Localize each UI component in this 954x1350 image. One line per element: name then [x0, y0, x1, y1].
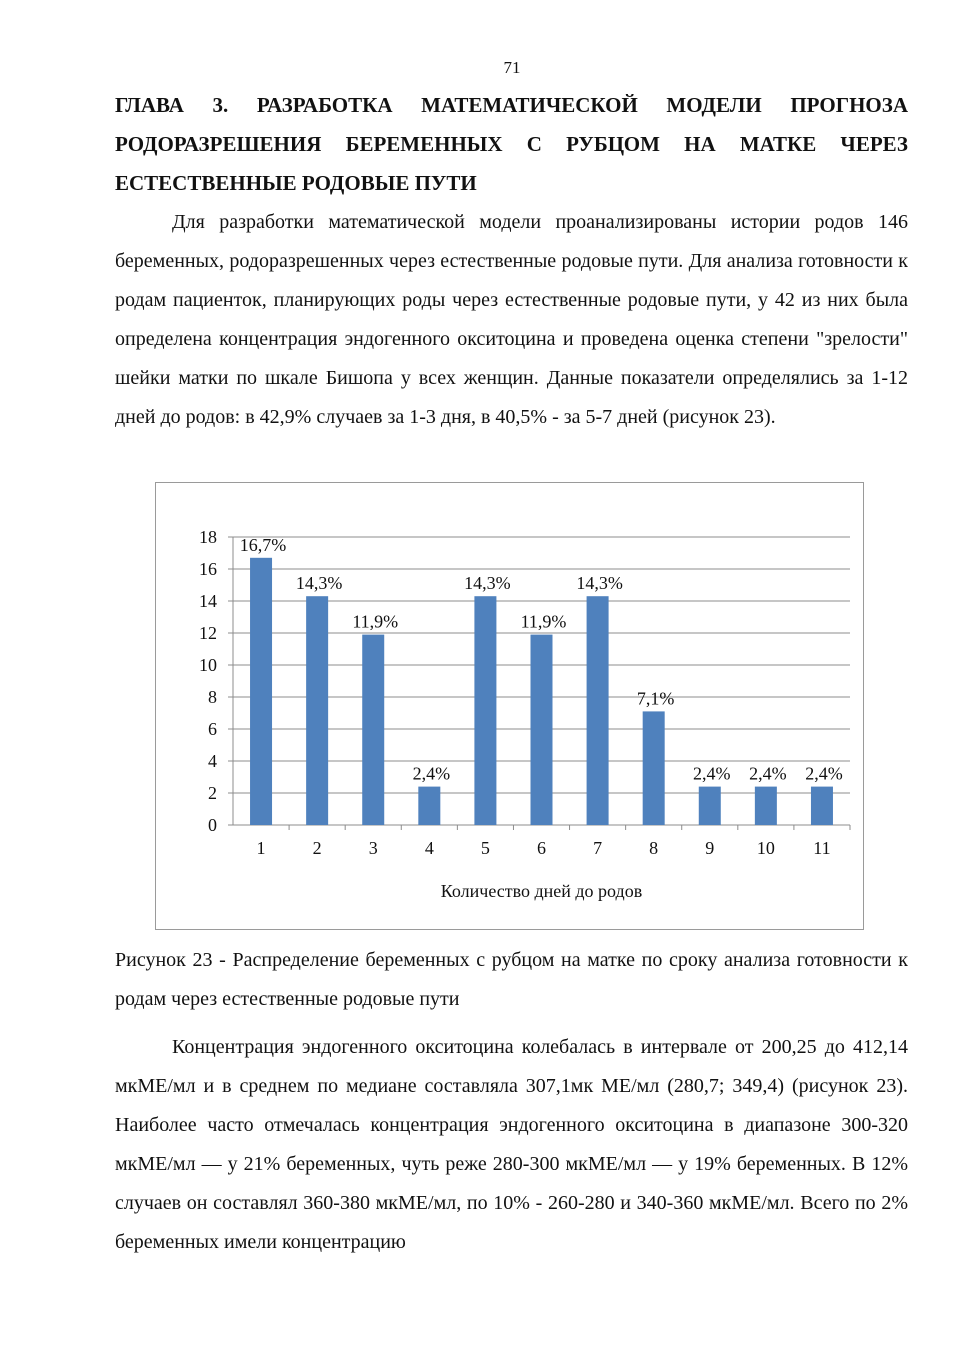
- x-tick-label: 11: [813, 838, 831, 858]
- data-label: 2,4%: [805, 763, 843, 784]
- y-tick-label: 18: [199, 527, 217, 547]
- y-tick-label: 4: [208, 751, 217, 771]
- bar: [306, 596, 328, 825]
- x-tick-label: 6: [537, 838, 546, 858]
- bar: [811, 787, 833, 825]
- x-tick-label: 4: [424, 838, 434, 858]
- bar: [531, 635, 553, 825]
- x-tick-label: 10: [756, 838, 775, 858]
- data-label: 14,3%: [464, 573, 511, 594]
- bar: [250, 558, 272, 825]
- y-tick-label: 2: [208, 783, 217, 803]
- data-label: 7,1%: [636, 688, 675, 709]
- figure-caption: Рисунок 23 - Распределение беременных с рубцом на матке по сроку анализа готовности к родам через естественные родовые пути: [115, 949, 908, 1010]
- y-tick-label: 14: [199, 591, 217, 611]
- chart-frame: [155, 482, 864, 930]
- chapter-title-line-1: ГЛАВА 3. РАЗРАБОТКА МАТЕМАТИЧЕСКОЙ МОДЕЛИ ПРОГНОЗА: [115, 93, 908, 117]
- bar: [643, 711, 665, 825]
- bar: [587, 596, 609, 825]
- x-tick-label: 3: [368, 838, 378, 858]
- y-tick-label: 6: [208, 719, 217, 739]
- data-label: 16,7%: [239, 534, 287, 555]
- bar: [418, 787, 440, 825]
- x-tick-label: 7: [593, 838, 603, 858]
- oxytocin-paragraph: Концентрация эндогенного окситоцина колебалась в интервале от 200,25 до 412,14 мкМЕ/мл и в среднем по медиане составляла 307,1мк МЕ/мл (280,7; 349,4) (рисунок 23). Наиболее часто отмечалась концентрация эндогенного окситоцина в диапазоне 300-320 мкМЕ/мл — у 21% беременных, чуть реже 280-300 мкМЕ/мл — у 19% беременных. В 12% случаев он составлял 360-380 мкМЕ/мл, по 10% - 260-280 и 340-360 мкМЕ/мл. Всего по 2% беременных имели концентрацию: [115, 1036, 908, 1253]
- chapter-title-line-2: РОДОРАЗРЕШЕНИЯ БЕРЕМЕННЫХ С РУБЦОМ НА МАТКЕ ЧЕРЕЗ: [115, 132, 908, 156]
- intro-paragraph: Для разработки математической модели проанализированы истории родов 146 беременных, родоразрешенных через естественные родовые пути. Для анализа готовности к родам пациенток, планирующих роды через естественные родовые пути, у 42 из них была определена концентрация эндогенного окситоцина и проведена оценка степени "зрелости" шейки матки по шкале Бишопа у всех женщин. Данные показатели определялись за 1-12 дней до родов: в 42,9% случаев за 1-3 дня, в 40,5% - за 5-7 дней (рисунок 23).: [115, 211, 908, 428]
- bar-chart: [156, 483, 863, 929]
- page-number: 71: [503, 58, 521, 77]
- data-label: 14,3%: [576, 573, 623, 594]
- chapter-title-line-3: ЕСТЕСТВЕННЫЕ РОДОВЫЕ ПУТИ: [115, 171, 477, 195]
- bar: [699, 787, 721, 825]
- x-tick-label: 8: [649, 838, 659, 858]
- y-tick-label: 16: [199, 559, 217, 579]
- bar: [474, 596, 496, 825]
- y-tick-label: 0: [208, 815, 217, 835]
- data-label: 2,4%: [412, 763, 451, 784]
- chapter-title: [115, 86, 908, 203]
- y-tick-label: 12: [199, 623, 217, 643]
- data-label: 11,9%: [352, 611, 399, 632]
- bar: [755, 787, 777, 825]
- bar: [362, 635, 384, 825]
- x-axis-title: Количество дней до родов: [440, 881, 643, 901]
- y-tick-label: 10: [199, 655, 217, 675]
- x-tick-label: 9: [705, 838, 715, 858]
- data-label: 14,3%: [295, 573, 343, 594]
- data-label: 11,9%: [520, 611, 567, 632]
- x-tick-label: 1: [256, 838, 266, 858]
- x-tick-label: 5: [480, 838, 490, 858]
- x-tick-label: 2: [312, 838, 322, 858]
- y-tick-label: 8: [208, 687, 217, 707]
- data-label: 2,4%: [693, 763, 731, 784]
- data-label: 2,4%: [749, 763, 787, 784]
